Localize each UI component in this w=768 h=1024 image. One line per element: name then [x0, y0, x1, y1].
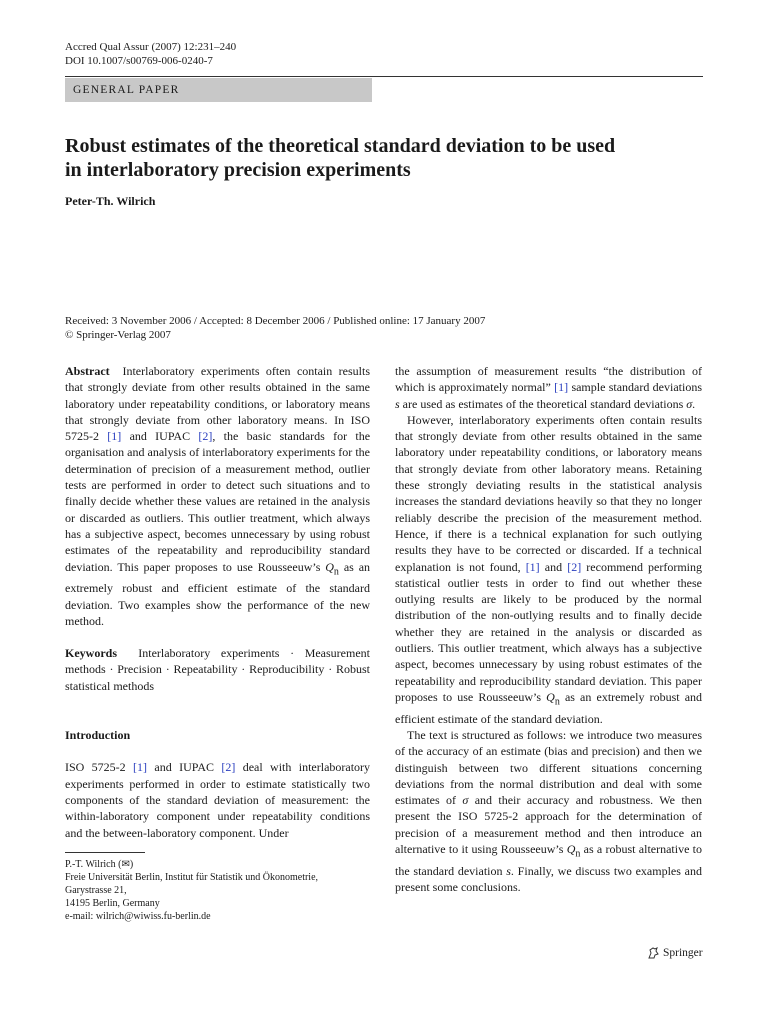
doi[interactable]: DOI 10.1007/s00769-006-0240-7	[65, 55, 213, 67]
journal-citation: Accred Qual Assur (2007) 12:231–240	[65, 41, 237, 53]
article-type-banner: GENERAL PAPER	[65, 78, 372, 102]
abstract-label: Abstract	[65, 364, 110, 378]
paragraph: the assumption of measurement results “the distribution of which is approximately normal” [1] sample standard deviations s are used as estimates of the theoretical standard deviations σ.	[395, 364, 702, 411]
right-column	[395, 363, 702, 895]
paragraph: However, interlaboratory experiments often contain results that strongly deviate from other results obtained in the same laboratory under repeatability conditions, or laboratory means that strongly deviate from other laboratory means. Retaining these strongly deviating results in the statistical analysis increases the standard deviations heavily so that they no longer reliably describe the precision of the measurement method. Hence, if there is a technical explanation for such outlying results they have to be corrected or discarded. If a technical explanation is not found, [1] and [2] recommend performing statistical outlier tests in order to find out whether these outlying results are likely to be produced by the normal distribution of the non-outlying results and to finally decide whether they are retained in the analysis or discarded as outliers. This outlier treatment, which always has a subjective aspect, becomes unnecessary by using robust estimates of the repeatability and reproducibility standard deviation. This paper proposes to use Rousseeuw’s $Q_n$ as an extremely robust and efficient estimate of the standard deviation.	[395, 412, 703, 726]
history-dates: Received: 3 November 2006 / Accepted: 8 December 2006 / Published online: 17 January 2007	[65, 315, 486, 327]
citation-link[interactable]: [1]	[133, 760, 148, 775]
introduction-paragraph: ISO 5725-2 [1] and IUPAC [2] deal with interlaboratory experiments performed in order to estimate statistically two components of the standard deviation of measurement: the within-laboratory component under repeatability conditions and the between-laboratory component. Under	[65, 760, 371, 840]
header-rule	[65, 76, 703, 77]
citation-link[interactable]: [1]	[107, 429, 122, 444]
introduction-heading: Introduction	[65, 728, 131, 743]
publication-dates	[65, 314, 705, 342]
left-column	[65, 363, 370, 841]
publisher-name: Springer	[663, 947, 703, 959]
title-line-1: Robust estimates of the theoretical standard deviation to be used	[65, 135, 616, 157]
paragraph: The text is structured as follows: we introduce two measures of the accuracy of an estimate (bias and precision) and then we distinguish between two different situations concerning deviations from the normal distribution and deal with some estimates of σ and their accuracy and robustness. We then present the ISO 5725-2 approach for the determination of precision of a measurement method and then introduce an alternative to it using Rousseeuw’s $Q_n$ as a robust alternative to the standard deviation s. Finally, we discuss two examples and present some conclusions.	[395, 727, 703, 894]
springer-horse-icon	[646, 946, 660, 960]
keywords-label: Keywords	[65, 646, 117, 661]
abstract: Abstract Interlaboratory experiments often contain results that strongly deviate from other results obtained in the same laboratory under repeatability conditions, or laboratory means that strongly deviate from other laboratory means. In ISO 5725-2 [1] and IUPAC [2], the basic standards for the organisation and analysis of interlaboratory experiments for the determination of precision of a measurement method, outlier tests are performed in order to detect such situations and to finally decide whether these values are retained in the analysis or discarded as outliers. This outlier treatment, which always has a subjective aspect, becomes unnecessary by using robust estimates of the repeatability and reproducibility standard deviation. This paper proposes to use Rousseeuw’s $Q_n$ as an extremely robust and efficient estimate of the standard deviation. Two examples show the performance of the new method.	[65, 364, 371, 628]
citation-link[interactable]: [2]	[567, 559, 582, 574]
footnote-affiliation: Freie Universität Berlin, Institut für Statistik und Ökonometrie,	[65, 872, 319, 883]
footnote-email[interactable]: e-mail: wilrich@wiwiss.fu-berlin.de	[65, 911, 211, 922]
footnote-name: P.-T. Wilrich (✉)	[65, 859, 134, 870]
author-footnote	[65, 858, 370, 923]
footnote-street: Garystrasse 21,	[65, 885, 127, 896]
publisher-mark	[646, 946, 703, 960]
citation-link[interactable]: [1]	[525, 559, 540, 574]
paper-title	[65, 134, 705, 182]
footnote-city: 14195 Berlin, Germany	[65, 898, 160, 909]
keywords: Keywords Interlaboratory experiments · Measurement methods · Precision · Repeatability · Reproducibility · Robust statistical methods	[65, 646, 370, 693]
journal-header	[65, 40, 236, 68]
footnote-rule	[65, 852, 145, 853]
citation-link[interactable]: [2]	[221, 760, 236, 775]
citation-link[interactable]: [1]	[554, 380, 569, 395]
title-line-2: in interlaboratory precision experiments	[65, 159, 411, 181]
copyright: © Springer-Verlag 2007	[65, 329, 171, 341]
author: Peter-Th. Wilrich	[65, 194, 156, 208]
citation-link[interactable]: [2]	[198, 429, 213, 444]
